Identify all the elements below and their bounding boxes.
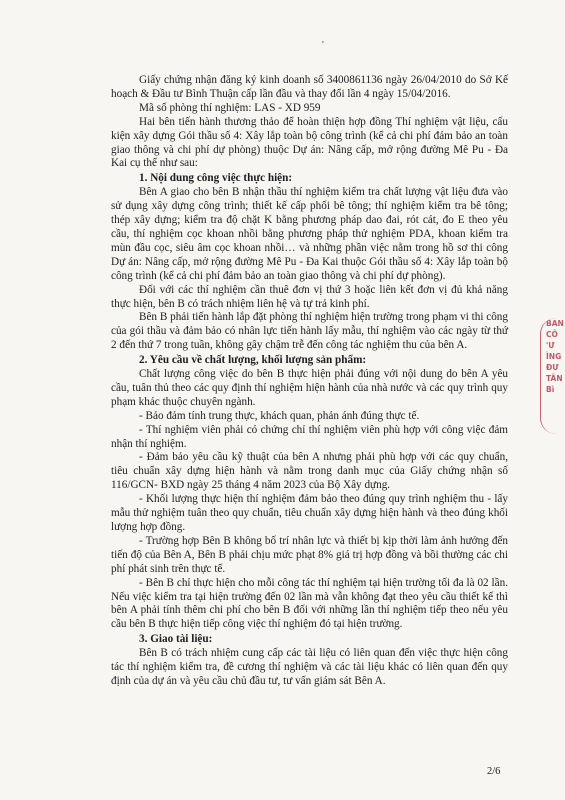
bullet-technical: - Đảm bảo yêu cầu kỹ thuật của bên A nhưng phải phù hợp với các quy chuẩn, tiêu chuẩn xây dựng hiện hành và nằm trong danh mục của Giấy chứng nhận số 116/GCN- BXD ngày 25 tháng 4 năm 2023 của Bộ Xây dựng. [111,451,508,492]
stamp-line: ĐƯ [546,363,559,372]
stamp-line: BAN [546,319,564,328]
paragraph-third-party: Đối với các thí nghiệm cần thuê đơn vị thứ 3 hoặc liên kết đơn vị đủ khả năng thực hiện, bên B có trách nhiệm liên hệ và tự trả kinh phí. [111,283,508,310]
stamp-line: CÔ [546,330,558,339]
red-seal-stamp [540,318,565,434]
paragraph-business-registration: Giấy chứng nhận đăng ký kinh doanh số 3400861136 ngày 26/04/2010 do Sở Kế hoạch & Đầu tư Bình Thuận cấp lần đầu và thay đổi lần 4 ngày 15/04/2016. [111,74,508,100]
bullet-volume: - Khối lượng thực hiện thí nghiệm đảm bảo theo đúng quy trình nghiệm thu - lấy mẫu thử nghiệm tuân theo quy chuẩn, tiêu chuẩn xây dựng hiện hành và theo đúng khối lượng hợp đồng. [111,493,508,533]
paragraph-documents: Bên B có trách nhiệm cung cấp các tài liệu có liên quan đến việc thực hiện công tác thí nghiệm kiểm tra, đề cương thí nghiệm và các tài liệu khác có liên quan đến quy định của dự án và yêu cầu chủ đầu tư, tư vấn giám sát Bên A. [111,647,508,687]
section-heading-3: 3. Giao tài liệu: [139,633,213,646]
bullet-retest: - Bên B chỉ thực hiện cho mỗi công tác thí nghiệm tại hiện trường tối đa là 02 lần. Nếu việc kiểm tra tại hiện trường đến 02 lần mà vẫn không đạt theo yêu cầu thiết kế thì bên A phải tính thêm chi phí cho bên B đối với những lần thí nghiệm tiếp theo nếu yêu cầu bên B thực hiện tiếp công việc thí nghiệm đó tại hiện trường. [111,576,508,631]
paragraph-lab-code: Mã số phòng thí nghiệm: LAS - XD 959 [139,101,321,114]
bullet-honesty: - Bảo đảm tính trung thực, khách quan, phản ánh đúng thực tế. [139,409,420,422]
bullet-certificate: - Thí nghiệm viên phải có chứng chỉ thí nghiệm viên phù hợp với công việc đảm nhận thí nghiệm. [111,423,508,450]
paragraph-scope: Bên A giao cho bên B nhận thầu thí nghiệm kiểm tra chất lượng vật liệu đưa vào sử dụng xây dựng công trình; thiết kế cấp phối bê tông; thí nghiệm kiểm tra bê tông; thép xây dựng; kiểm tra độ chặt K bằng phương pháp dao đai, rót cát, đo E theo yêu cầu, thí nghiệm cọc khoan nhồi bằng phương pháp thử nghiệm PDA, khoan kiểm tra mùn đầu cọc, siêu âm cọc khoan nhồi… và những phần việc nằm trong hồ sơ thi công Dự án: Nâng cấp, mở rộng đường Mê Pu - Đa Kai thuộc Gói thầu số 4: Xây lắp toàn bộ công trình (kể cả chi phí đảm bảo an toàn giao thông và chi phí dự phòng). [111,186,508,282]
paragraph-negotiation: Hai bên tiến hành thương thảo để hoàn thiện hợp đồng Thí nghiệm vật liệu, cấu kiện xây dựng Gói thầu số 4: Xây lắp toàn bộ công trình (kể cả chi phí đảm bảo an toàn giao thông và chi phí dự phòng) thuộc Dự án: Nâng cấp, mở rộng đường Mê Pu - Đa Kai cụ thể như sau: [111,115,508,170]
stamp-line: Bì [546,385,555,394]
document-body [111,74,508,689]
paragraph-quality: Chất lượng công việc do bên B thực hiện phải đúng với nội dung do bên A yêu cầu, tuân thủ theo các quy định thí nghiệm hiện hành của nhà nước và các quy trình quy phạm khác thuộc chuyên ngành. [111,368,508,408]
stamp-line: ÌNG [546,352,562,361]
stray-mark: ' [322,40,324,51]
stamp-line: TÂN [546,374,563,383]
bullet-penalty: - Trường hợp Bên B không bố trí nhân lực và thiết bị kịp thời làm ảnh hưởng đến tiến độ của Bên A, Bên B phải chịu mức phạt 8% giá trị hợp đồng và bồi thường các chi phí phát sinh trên thực tế. [111,534,508,575]
paragraph-field-lab: Bên B phải tiến hành lắp đặt phòng thí nghiệm hiện trường trong phạm vi thi công của gói thầu và đảm bảo có nhân lực tiến hành lấy mẫu, thí nghiệm vào các ngày từ thứ 2 đến thứ 7 trong tuần, không gây chậm trễ đến công tác nghiệm thu của bên A. [111,311,508,352]
stamp-line: 'Ư [546,341,555,350]
section-heading-2: 2. Yêu cầu về chất lượng, khối lượng sản phẩm: [139,354,367,367]
section-heading-1: 1. Nội dung công việc thực hiện: [139,172,293,185]
page-number: 2/6 [487,766,501,777]
